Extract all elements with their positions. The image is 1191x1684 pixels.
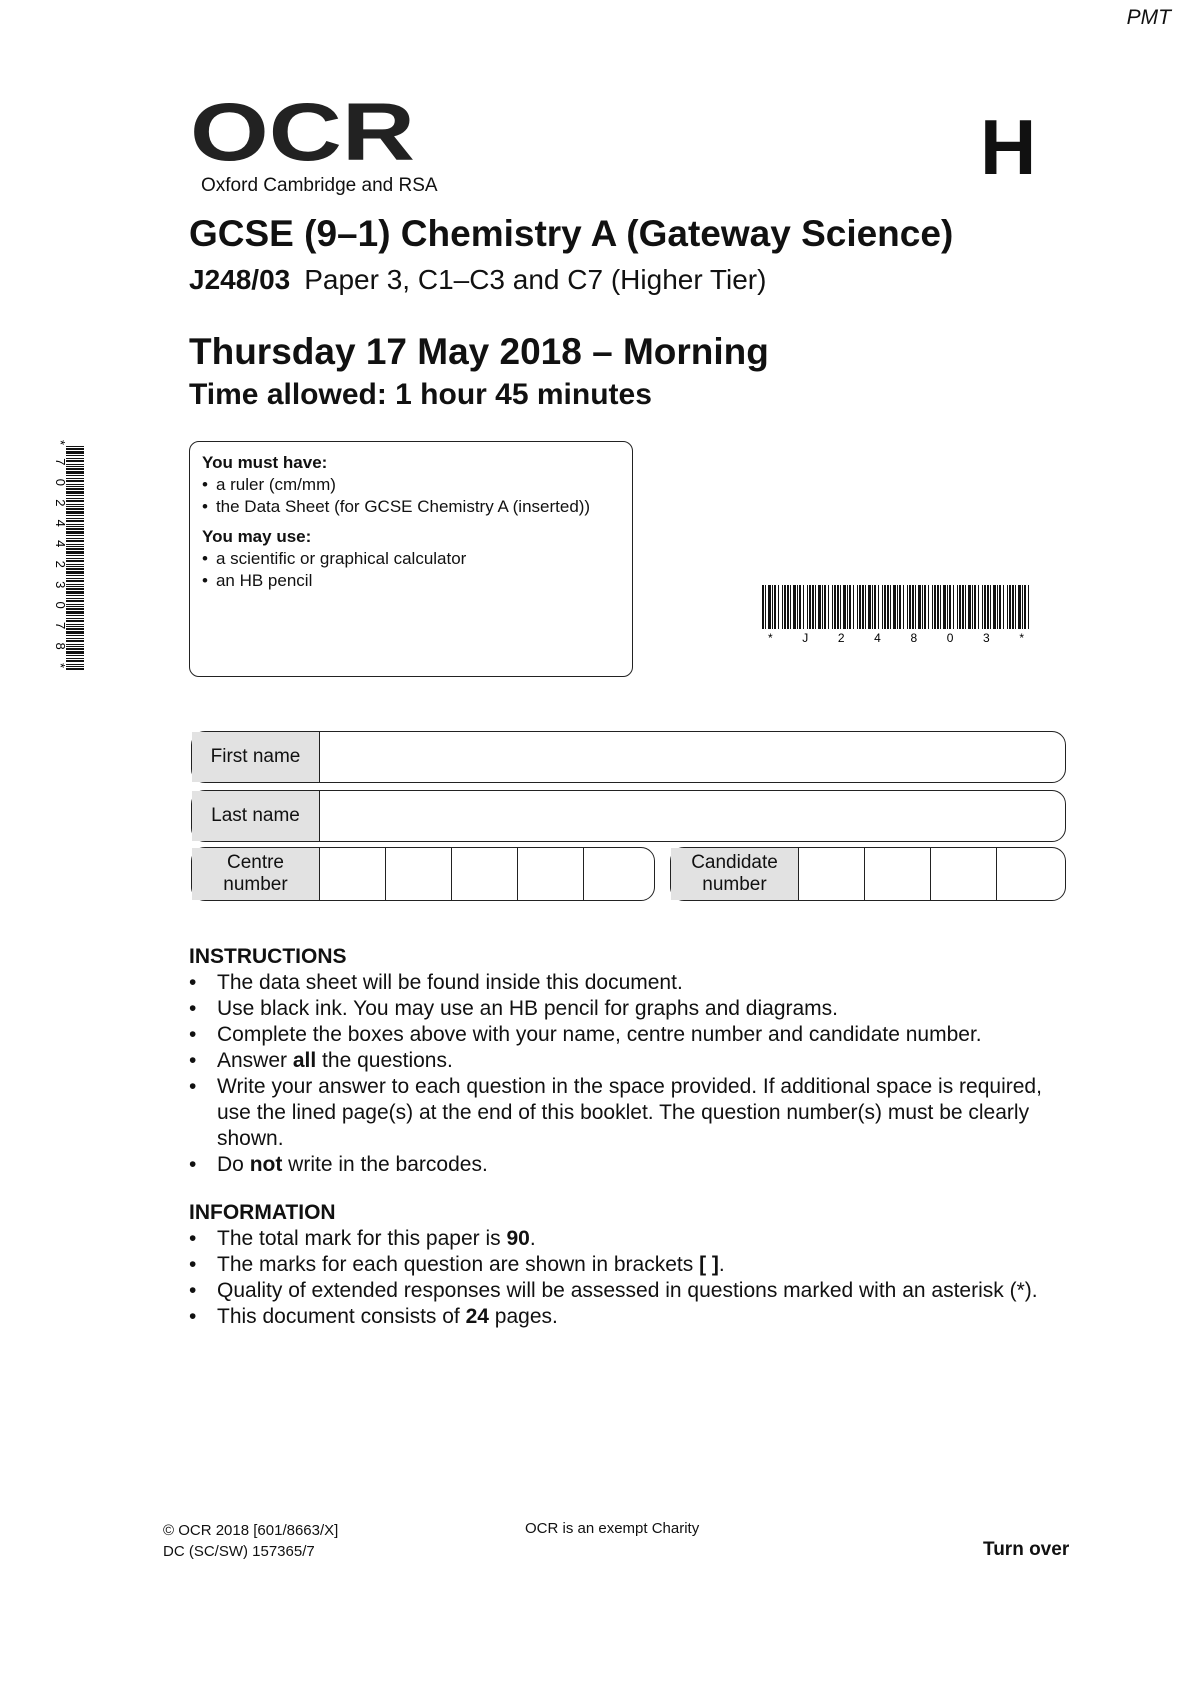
time-allowed: Time allowed: 1 hour 45 minutes (189, 378, 652, 411)
barcode-bar (918, 585, 921, 629)
barcode-bar (837, 585, 839, 629)
barcode-bar (762, 585, 764, 629)
barcode-bar (840, 585, 841, 629)
barcode-bar (824, 585, 826, 629)
barcode-bar (884, 585, 886, 629)
candidate-number-cell[interactable] (931, 848, 997, 900)
barcode-bar (943, 585, 946, 629)
barcode-bar (987, 585, 989, 629)
list-item: • Write your answer to each question in the space provided. If additional space is required, use the lined page(s) at the end of this booklet. The question number(s) must be clearly shown. (189, 1074, 1069, 1152)
barcode-bar (915, 585, 916, 629)
footer-left (163, 1520, 338, 1562)
centre-number-label: Centre number (192, 848, 320, 900)
barcode-bar (66, 660, 84, 662)
barcode-bar (957, 585, 958, 629)
barcode-bar (878, 585, 879, 629)
list-item: • This document consists of 24 pages. (189, 1304, 1069, 1330)
paper-name: Paper 3, C1–C3 and C7 (Higher Tier) (304, 264, 767, 295)
barcode-bar (1024, 585, 1026, 629)
pmt-mark: PMT (1126, 6, 1171, 29)
last-name-label: Last name (192, 791, 320, 841)
barcode-bar (972, 585, 973, 629)
barcode-bar (834, 585, 836, 629)
barcode-bar (949, 585, 951, 629)
barcode-bar (1003, 585, 1004, 629)
vertical-barcode (53, 440, 96, 672)
barcode-bar (66, 495, 84, 496)
barcode-bar (1009, 585, 1011, 629)
barcode-bar (66, 538, 84, 539)
barcode-bar (66, 578, 84, 579)
barcode-bar (859, 585, 861, 629)
barcode-bar (66, 508, 84, 510)
barcode-bar (66, 618, 84, 619)
last-name-row (191, 790, 1066, 842)
paper-line (189, 264, 766, 296)
list-item: • The data sheet will be found inside this document. (189, 970, 1069, 996)
barcode-bar (782, 585, 783, 629)
barcode-bar (1012, 585, 1014, 629)
barcode-bar (890, 585, 891, 629)
barcode-bar (768, 585, 771, 629)
barcode-bar (965, 585, 966, 629)
first-name-field[interactable] (320, 732, 1065, 782)
barcode-bar (799, 585, 801, 629)
barcode-bar (66, 475, 84, 476)
centre-number-cell[interactable] (386, 848, 452, 900)
barcode-bar (66, 668, 84, 670)
list-item: • an HB pencil (202, 570, 620, 592)
barcode-bar (66, 568, 84, 570)
barcode-bar (66, 446, 84, 447)
charity-note: OCR is an exempt Charity (525, 1520, 700, 1537)
centre-number-cell[interactable] (518, 848, 584, 900)
first-name-label: First name (192, 732, 320, 782)
logo-subtitle: Oxford Cambridge and RSA (201, 175, 438, 196)
barcode-bar (66, 455, 84, 456)
barcode-bar (793, 585, 796, 629)
barcode-bar (843, 585, 846, 629)
barcode-bar (922, 585, 923, 629)
barcode-bar (1022, 585, 1023, 629)
candidate-number-cell[interactable] (799, 848, 865, 900)
barcode-bar (853, 585, 854, 629)
centre-number-cell[interactable] (452, 848, 518, 900)
first-name-row (191, 731, 1066, 783)
barcode-bar (982, 585, 983, 629)
barcode-bar (940, 585, 941, 629)
barcode-bar (847, 585, 848, 629)
barcode-bar (784, 585, 786, 629)
barcode-bar (1028, 585, 1029, 629)
barcode-bar (924, 585, 926, 629)
barcode-bar (803, 585, 804, 629)
may-use-heading: You may use: (202, 527, 312, 546)
barcode-bar (872, 585, 873, 629)
barcode-bar (962, 585, 964, 629)
turn-over: Turn over (983, 1539, 1070, 1560)
list-item: • a scientific or graphical calculator (202, 548, 620, 570)
barcode-bar (66, 515, 84, 516)
barcode-bar (937, 585, 939, 629)
barcode-bar (907, 585, 908, 629)
barcode-bar (997, 585, 998, 629)
barcode-bar (862, 585, 864, 629)
information-section (189, 1200, 1069, 1330)
list-item: • a ruler (cm/mm) (202, 474, 620, 496)
barcode-bar (815, 585, 816, 629)
barcode-bar (778, 585, 779, 629)
barcode-bar (765, 585, 766, 629)
barcode-bar (822, 585, 823, 629)
barcode-bar (1015, 585, 1016, 629)
may-use-list (202, 548, 620, 592)
barcode-bar (66, 558, 84, 559)
barcode-bar (993, 585, 996, 629)
qualification-title: GCSE (9–1) Chemistry A (Gateway Science) (189, 213, 954, 254)
barcode-bar (999, 585, 1001, 629)
barcode-bar (812, 585, 814, 629)
ocr-logo-word: OCR (190, 87, 415, 178)
barcode-bar (1018, 585, 1021, 629)
barcode-bar (849, 585, 851, 629)
barcode-bar (828, 585, 829, 629)
barcode-bar (66, 548, 84, 550)
equipment-box (189, 441, 633, 677)
last-name-field[interactable] (320, 791, 1065, 841)
barcode-bar (857, 585, 858, 629)
barcode-bar (787, 585, 789, 629)
list-item: • The total mark for this paper is 90. (189, 1226, 1069, 1252)
barcode-bar (968, 585, 971, 629)
copyright: © OCR 2018 [601/8663/X] (163, 1522, 339, 1539)
barcode-bar (897, 585, 898, 629)
paper-code: J248/03 (189, 264, 291, 295)
information-heading: INFORMATION (189, 1201, 336, 1224)
candidate-number-row (670, 847, 1066, 901)
barcode-bar (66, 528, 84, 530)
barcode-bar (984, 585, 986, 629)
candidate-number-label: Candidate number (671, 848, 799, 900)
list-item: • Do not write in the barcodes. (189, 1152, 1069, 1178)
barcode-bar (818, 585, 821, 629)
barcode-bar (887, 585, 889, 629)
barcode-bar (934, 585, 936, 629)
barcode-bar (868, 585, 871, 629)
candidate-number-cell[interactable] (997, 848, 1063, 900)
barcode-bar (909, 585, 911, 629)
barcode-bar (974, 585, 976, 629)
barcode-bar (1007, 585, 1008, 629)
barcode-bar (893, 585, 896, 629)
barcode-bar (928, 585, 929, 629)
barcode-bar (912, 585, 914, 629)
list-item: • Use black ink. You may use an HB pencil for graphs and diagrams. (189, 996, 1069, 1022)
barcode-bar (947, 585, 948, 629)
barcode-bar (959, 585, 961, 629)
barcode-bar (66, 638, 84, 639)
barcode-bar (932, 585, 933, 629)
centre-number-cell[interactable] (584, 848, 650, 900)
barcode-bar (66, 466, 84, 467)
barcode-bar (66, 658, 84, 659)
barcode-bar (774, 585, 776, 629)
list-item: • the Data Sheet (for GCSE Chemistry A (inserted)) (202, 496, 620, 518)
tier-letter: H (980, 103, 1037, 191)
document-ref: DC (SC/SW) 157365/7 (163, 1543, 315, 1560)
barcode-bar (990, 585, 991, 629)
barcode-bar (903, 585, 904, 629)
barcode-bar (832, 585, 833, 629)
barcode-bar (790, 585, 791, 629)
centre-number-row (191, 847, 655, 901)
must-have-list (202, 474, 620, 518)
candidate-number-cell[interactable] (865, 848, 931, 900)
barcode-bar (882, 585, 883, 629)
barcode-bar (809, 585, 811, 629)
barcode-bar (874, 585, 876, 629)
barcode-bar (66, 488, 84, 490)
instructions-heading: INSTRUCTIONS (189, 945, 347, 968)
barcode-bar (865, 585, 866, 629)
must-have-heading: You must have: (202, 453, 328, 472)
barcode-bar (978, 585, 979, 629)
barcode-bar (953, 585, 954, 629)
horizontal-barcode (760, 585, 1032, 645)
list-item: • The marks for each question are shown in brackets [ ]. (189, 1252, 1069, 1278)
instructions-section (189, 944, 1069, 1178)
list-item: • Quality of extended responses will be assessed in questions marked with an asterisk (*). (189, 1278, 1069, 1304)
exam-date: Thursday 17 May 2018 – Morning (189, 331, 769, 372)
barcode-bar (807, 585, 808, 629)
list-item: • Answer all the questions. (189, 1048, 1069, 1074)
vertical-barcode-text: * 7 0 2 4 4 2 3 0 7 8 * (53, 440, 68, 668)
centre-number-cell[interactable] (320, 848, 386, 900)
barcode-bar (899, 585, 901, 629)
barcode-bars (762, 585, 1029, 629)
horizontal-barcode-text: * J 2 4 8 0 3 * (768, 631, 1024, 645)
barcode-bar (772, 585, 773, 629)
list-item: • Complete the boxes above with your name, centre number and candidate number. (189, 1022, 1069, 1048)
barcode-bar (66, 598, 84, 599)
barcode-bar (66, 486, 84, 487)
barcode-bar (797, 585, 798, 629)
